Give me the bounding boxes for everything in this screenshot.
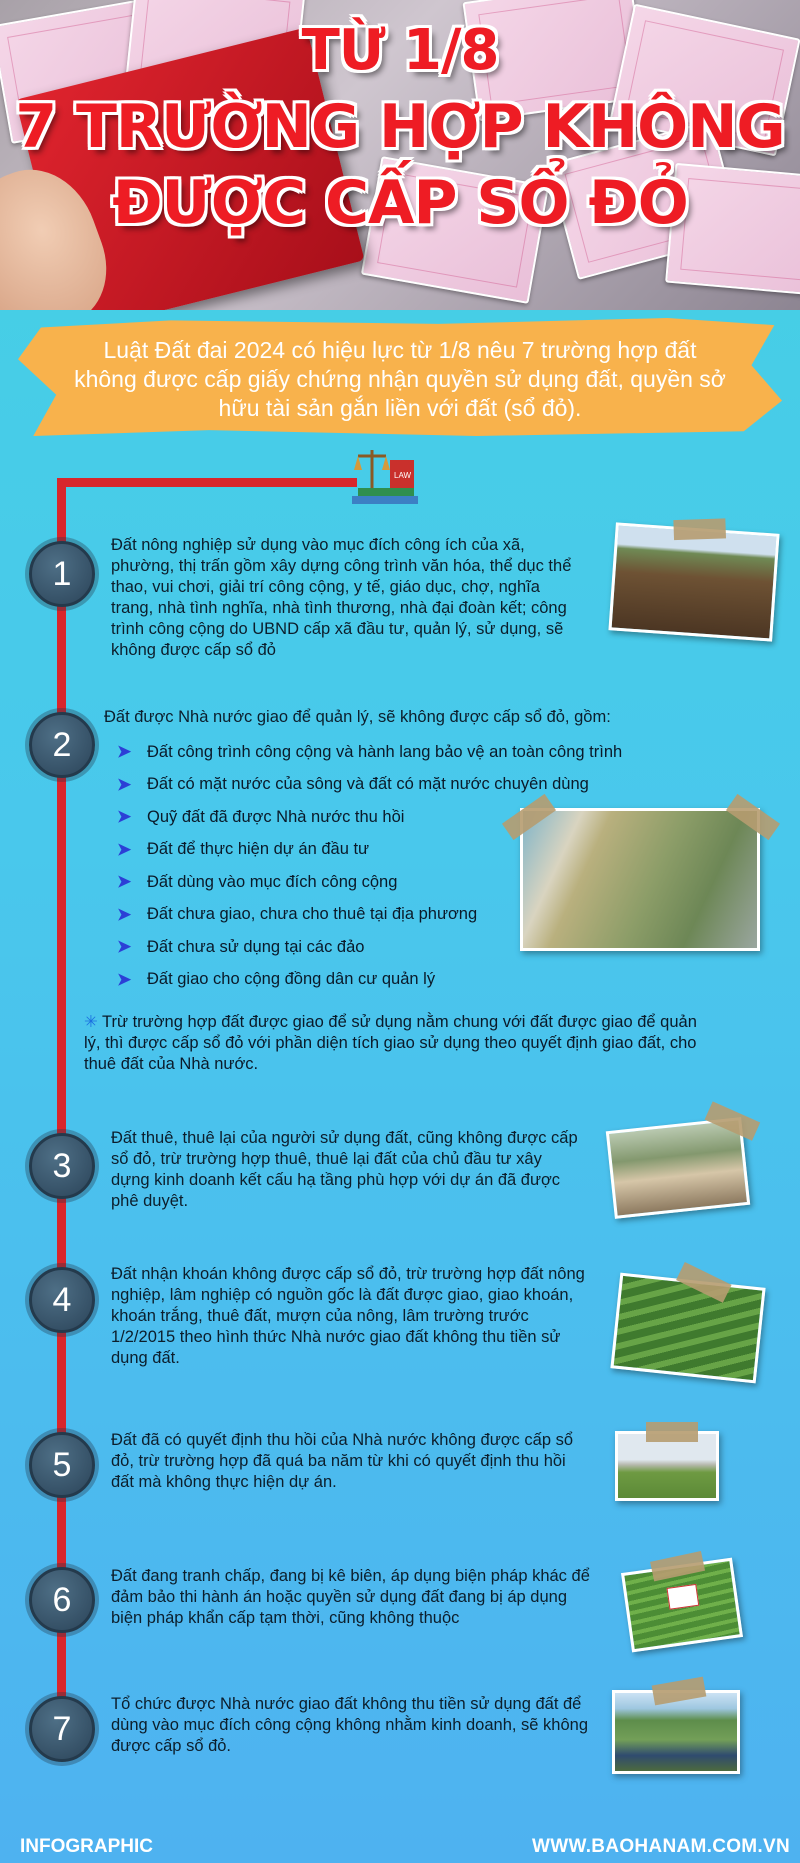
- arrow-icon: ➤: [117, 774, 132, 794]
- item-5-text: Đất đã có quyết định thu hồi của Nhà nước không được cấp sổ đỏ, trừ trường hợp đã quá ba năm từ khi có quyết định thu hồi đất mà không thực hiện dự án.: [111, 1431, 574, 1491]
- list-item: ➤ Đất chưa sử dụng tại các đảo: [117, 937, 365, 957]
- arrow-icon: ➤: [117, 839, 132, 859]
- item-1-text: Đất nông nghiệp sử dụng vào mục đích công ích của xã, phường, thị trấn gồm xây dựng công trình văn hóa, thể dục thể thao, vui chơi, giải trí công cộng, y tế, giáo dục, chợ, nghĩa trang, nhà tình nghĩa, nhà tình thương, nhà đại đoàn kết; công trình công cộng do UBND cấp xã đầu tư, quản lý, sử dụng, sẽ không được cấp sổ đỏ: [111, 536, 572, 659]
- svg-text:LAW: LAW: [394, 471, 412, 480]
- asterisk-icon: ✳: [84, 1013, 98, 1031]
- land-plots-aerial-photo: [520, 808, 760, 951]
- arrow-icon: ➤: [117, 937, 132, 957]
- list-item: ➤ Đất có mặt nước của sông và đất có mặt nước chuyên dùng: [117, 774, 589, 794]
- tea-hill-photo: [610, 1273, 765, 1384]
- item-6-text: Đất đang tranh chấp, đang bị kê biên, áp dụng biện pháp khác để đảm bảo thi hành án hoặc quyền sử dụng đất đang bị áp dụng biện pháp khẩn cấp tạm thời, cũng không thuộc: [111, 1567, 590, 1627]
- item-7-text: Tổ chức được Nhà nước giao đất không thu tiền sử dụng đất để dùng vào mục đích công cộng không nhằm kinh doanh, sẽ không được cấp sổ đỏ.: [111, 1695, 589, 1755]
- farmland-photo: [608, 522, 779, 641]
- item-number-badge: 4: [29, 1267, 95, 1333]
- arrow-icon: ➤: [117, 904, 132, 924]
- list-item: ➤ Quỹ đất đã được Nhà nước thu hồi: [117, 807, 405, 827]
- list-item: ➤ Đất chưa giao, chưa cho thuê tại địa phương: [117, 904, 478, 924]
- item-3-text: Đất thuê, thuê lại của người sử dụng đất, cũng không được cấp sổ đỏ, trừ trường hợp thuê, thuê lại đất của chủ đầu tư xây dựng kinh doanh kết cấu hạ tầng phù hợp với dự án đã được phê duyệt.: [111, 1129, 578, 1210]
- header-banner: [0, 0, 800, 310]
- arrow-icon: ➤: [117, 807, 132, 827]
- timeline-top-bar: [57, 478, 357, 487]
- tape-strip: [726, 794, 780, 840]
- title-line-2: 7 TRƯỜNG HỢP KHÔNG: [15, 92, 785, 162]
- item-number-badge: 6: [29, 1567, 95, 1633]
- construction-site-photo: [606, 1117, 750, 1219]
- arrow-icon: ➤: [117, 969, 132, 989]
- item-number-badge: 5: [29, 1432, 95, 1498]
- vacant-land-photo: [615, 1431, 719, 1501]
- arrow-icon: ➤: [117, 872, 132, 892]
- list-item: ➤ Đất giao cho cộng đồng dân cư quản lý: [117, 969, 436, 989]
- tape-strip: [705, 1101, 761, 1140]
- item-2-note: [84, 1012, 704, 1075]
- footer-infographic-label: INFOGRAPHIC: [20, 1836, 153, 1857]
- timeline-vertical-bar: [57, 478, 66, 1703]
- list-item: ➤ Đất dùng vào mục đích công cộng: [117, 872, 398, 892]
- footer-website-link[interactable]: WWW.BAOHANAM.COM.VN: [532, 1836, 790, 1857]
- law-scales-icon: [350, 444, 420, 508]
- tape-strip: [673, 518, 726, 540]
- item-number-badge: 3: [29, 1133, 95, 1199]
- disputed-field-photo: [621, 1558, 743, 1653]
- title-line-3: ĐƯỢC CẤP SỔ ĐỎ: [112, 168, 688, 238]
- tape-strip: [652, 1677, 707, 1706]
- item-number-badge: 7: [29, 1696, 95, 1762]
- item-number-badge: 2: [29, 712, 95, 778]
- tape-strip: [646, 1422, 698, 1442]
- tape-strip: [650, 1551, 705, 1581]
- public-land-aerial-photo: [612, 1690, 740, 1774]
- list-item: ➤ Đất công trình công cộng và hành lang bảo vệ an toàn công trình: [117, 742, 623, 762]
- title-line-1: TỪ 1/8: [301, 18, 499, 83]
- item-number-badge: 1: [29, 541, 95, 607]
- tape-strip: [676, 1262, 732, 1303]
- warning-sign: [666, 1584, 699, 1610]
- item-2-heading: Đất được Nhà nước giao để quản lý, sẽ không được cấp sổ đỏ, gồm:: [104, 708, 611, 726]
- list-item: ➤ Đất để thực hiện dự án đầu tư: [117, 839, 370, 859]
- intro-text: Luật Đất đai 2024 có hiệu lực từ 1/8 nêu 7 trường hợp đất không được cấp giấy chứng nhận quyền sử dụng đất, quyền sở hữu tài sản gắn liền với đất (sổ đỏ).: [74, 337, 726, 421]
- arrow-icon: ➤: [117, 742, 132, 762]
- note-text: Trừ trường hợp đất được giao để sử dụng nằm chung với đất được giao để quản lý, thì được cấp sổ đỏ với phần diện tích giao sử dụng theo quyết định giao đất, cho thuê đất của Nhà nước.: [84, 1013, 697, 1073]
- item-4-text: Đất nhận khoán không được cấp sổ đỏ, trừ trường hợp đất nông nghiệp, lâm nghiệp có nguồn gốc là đất được giao, giao khoán, khoán trắng, thuê đất, mượn của nông, lâm trường trước 1/2/2015 theo hình thức Nhà nước giao đất không thu tiền sử dụng đất.: [111, 1265, 585, 1367]
